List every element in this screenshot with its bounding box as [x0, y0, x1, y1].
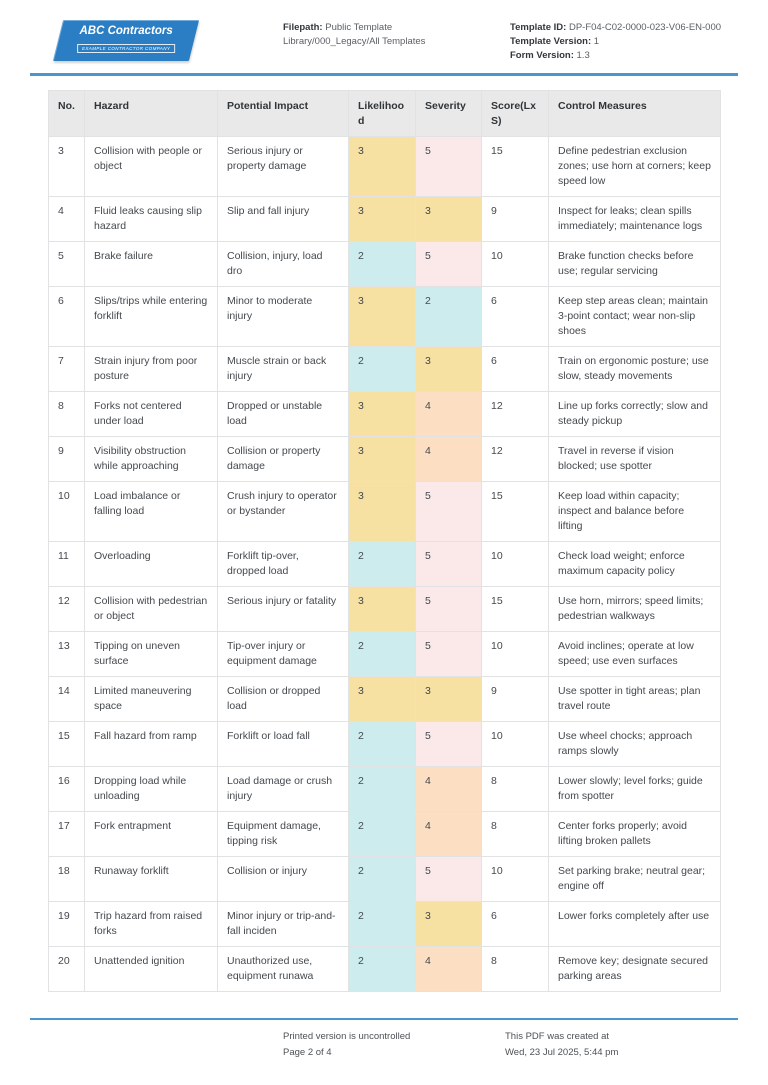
template-version-line: [510, 35, 738, 49]
cell-severity: 5: [416, 242, 482, 287]
cell-control-measures: Keep load within capacity; inspect and balance before lifting: [549, 482, 721, 542]
cell-potential-impact: Collision or injury: [218, 857, 349, 902]
col-control-measures: Control Measures: [549, 91, 721, 137]
cell-no: 18: [49, 857, 85, 902]
cell-likelihood: 3: [349, 392, 416, 437]
col-no: No.: [49, 91, 85, 137]
form-version-line: [510, 49, 738, 63]
form-version-value: 1.3: [576, 50, 590, 61]
cell-likelihood: 3: [349, 587, 416, 632]
cell-no: 19: [49, 902, 85, 947]
footer-left-block: [283, 1029, 410, 1061]
cell-likelihood: 2: [349, 347, 416, 392]
cell-no: 11: [49, 542, 85, 587]
table-row: [49, 482, 721, 542]
cell-likelihood: 3: [349, 137, 416, 197]
cell-severity: 5: [416, 137, 482, 197]
template-id-label: Template ID:: [510, 22, 567, 33]
cell-hazard: Dropping load while unloading: [85, 767, 218, 812]
cell-likelihood: 3: [349, 197, 416, 242]
cell-likelihood: 2: [349, 722, 416, 767]
cell-no: 16: [49, 767, 85, 812]
cell-hazard: Unattended ignition: [85, 947, 218, 992]
cell-severity: 3: [416, 347, 482, 392]
col-potential-impact: Potential Impact: [218, 91, 349, 137]
cell-score: 6: [482, 347, 549, 392]
cell-control-measures: Keep step areas clean; maintain 3-point contact; wear non-slip shoes: [549, 287, 721, 347]
header-divider: [30, 73, 738, 76]
cell-potential-impact: Dropped or unstable load: [218, 392, 349, 437]
cell-potential-impact: Serious injury or property damage: [218, 137, 349, 197]
cell-no: 15: [49, 722, 85, 767]
cell-severity: 4: [416, 947, 482, 992]
table-header: [49, 91, 721, 137]
cell-no: 20: [49, 947, 85, 992]
cell-hazard: Runaway forklift: [85, 857, 218, 902]
table-row: [49, 722, 721, 767]
table-row: [49, 812, 721, 857]
cell-hazard: Load imbalance or falling load: [85, 482, 218, 542]
table-row: [49, 542, 721, 587]
logo-tagline: EXAMPLE CONTRACTOR COMPANY: [77, 44, 175, 53]
cell-potential-impact: Load damage or crush injury: [218, 767, 349, 812]
header-row: [49, 91, 721, 137]
cell-control-measures: Define pedestrian exclusion zones; use horn at corners; keep speed low: [549, 137, 721, 197]
form-version-label: Form Version:: [510, 50, 574, 61]
table-row: [49, 767, 721, 812]
cell-no: 3: [49, 137, 85, 197]
cell-potential-impact: Crush injury to operator or bystander: [218, 482, 349, 542]
cell-potential-impact: Collision or property damage: [218, 437, 349, 482]
hazard-register-table: [48, 90, 721, 992]
cell-no: 13: [49, 632, 85, 677]
table-row: [49, 197, 721, 242]
cell-hazard: Collision with people or object: [85, 137, 218, 197]
table-row: [49, 857, 721, 902]
cell-no: 8: [49, 392, 85, 437]
cell-hazard: Fall hazard from ramp: [85, 722, 218, 767]
cell-severity: 4: [416, 812, 482, 857]
cell-likelihood: 3: [349, 482, 416, 542]
cell-score: 15: [482, 482, 549, 542]
cell-hazard: Visibility obstruction while approaching: [85, 437, 218, 482]
footer-divider: [30, 1018, 738, 1020]
cell-control-measures: Line up forks correctly; slow and steady pickup: [549, 392, 721, 437]
cell-likelihood: 2: [349, 242, 416, 287]
cell-no: 9: [49, 437, 85, 482]
cell-severity: 4: [416, 437, 482, 482]
cell-hazard: Overloading: [85, 542, 218, 587]
cell-no: 5: [49, 242, 85, 287]
template-id-value: DP-F04-C02-0000-023-V06-EN-000: [568, 22, 722, 33]
cell-hazard: Fluid leaks causing slip hazard: [85, 197, 218, 242]
cell-score: 10: [482, 722, 549, 767]
cell-severity: 3: [416, 677, 482, 722]
logo-text: ABC Contractors: [79, 25, 173, 37]
cell-control-measures: Remove key; designate secured parking areas: [549, 947, 721, 992]
cell-control-measures: Check load weight; enforce maximum capacity policy: [549, 542, 721, 587]
cell-likelihood: 2: [349, 812, 416, 857]
cell-hazard: Trip hazard from raised forks: [85, 902, 218, 947]
col-score: Score(LxS): [482, 91, 549, 137]
table-row: [49, 137, 721, 197]
template-id-line: [510, 21, 738, 35]
table-row: [49, 242, 721, 287]
cell-likelihood: 2: [349, 767, 416, 812]
cell-severity: 5: [416, 542, 482, 587]
uncontrolled-note: Printed version is uncontrolled: [283, 1031, 411, 1042]
cell-control-measures: Set parking brake; neutral gear; engine off: [549, 857, 721, 902]
col-likelihood: Likelihood: [349, 91, 416, 137]
pdf-created-label: This PDF was created at: [505, 1031, 610, 1042]
cell-severity: 2: [416, 287, 482, 347]
cell-control-measures: Use wheel chocks; approach ramps slowly: [549, 722, 721, 767]
page-header: [0, 0, 768, 73]
cell-potential-impact: Forklift or load fall: [218, 722, 349, 767]
table-row: [49, 587, 721, 632]
table-row: [49, 287, 721, 347]
template-info-block: [510, 21, 738, 63]
cell-score: 6: [482, 287, 549, 347]
cell-severity: 5: [416, 482, 482, 542]
cell-score: 12: [482, 392, 549, 437]
table-row: [49, 392, 721, 437]
cell-score: 8: [482, 767, 549, 812]
cell-potential-impact: Collision or dropped load: [218, 677, 349, 722]
cell-likelihood: 2: [349, 542, 416, 587]
cell-score: 10: [482, 542, 549, 587]
cell-potential-impact: Equipment damage, tipping risk: [218, 812, 349, 857]
table-row: [49, 437, 721, 482]
cell-likelihood: 3: [349, 437, 416, 482]
cell-score: 15: [482, 587, 549, 632]
cell-potential-impact: Slip and fall injury: [218, 197, 349, 242]
cell-potential-impact: Minor to moderate injury: [218, 287, 349, 347]
table-row: [49, 347, 721, 392]
cell-score: 10: [482, 857, 549, 902]
cell-hazard: Collision with pedestrian or object: [85, 587, 218, 632]
hazard-table-container: [48, 90, 720, 992]
cell-hazard: Fork entrapment: [85, 812, 218, 857]
cell-likelihood: 2: [349, 947, 416, 992]
cell-hazard: Forks not centered under load: [85, 392, 218, 437]
cell-potential-impact: Unauthorized use, equipment runawa: [218, 947, 349, 992]
cell-likelihood: 2: [349, 902, 416, 947]
pdf-created-timestamp: Wed, 23 Jul 2025, 5:44 pm: [505, 1047, 619, 1058]
cell-score: 6: [482, 902, 549, 947]
filepath-label: Filepath:: [283, 22, 323, 33]
cell-control-measures: Center forks properly; avoid lifting broken pallets: [549, 812, 721, 857]
cell-likelihood: 2: [349, 857, 416, 902]
cell-likelihood: 3: [349, 287, 416, 347]
cell-potential-impact: Muscle strain or back injury: [218, 347, 349, 392]
cell-likelihood: 3: [349, 677, 416, 722]
cell-no: 10: [49, 482, 85, 542]
cell-score: 9: [482, 677, 549, 722]
cell-severity: 5: [416, 722, 482, 767]
cell-no: 7: [49, 347, 85, 392]
cell-potential-impact: Collision, injury, load dro: [218, 242, 349, 287]
cell-control-measures: Use horn, mirrors; speed limits; pedestrian walkways: [549, 587, 721, 632]
footer-right-block: [505, 1029, 618, 1061]
hazard-table-body: [49, 137, 721, 992]
cell-severity: 4: [416, 767, 482, 812]
cell-hazard: Slips/trips while entering forklift: [85, 287, 218, 347]
cell-hazard: Limited maneuvering space: [85, 677, 218, 722]
cell-score: 10: [482, 242, 549, 287]
table-row: [49, 677, 721, 722]
template-version-label: Template Version:: [510, 36, 592, 47]
cell-no: 4: [49, 197, 85, 242]
cell-likelihood: 2: [349, 632, 416, 677]
template-version-value: 1: [593, 36, 600, 47]
cell-no: 6: [49, 287, 85, 347]
cell-hazard: Brake failure: [85, 242, 218, 287]
cell-hazard: Strain injury from poor posture: [85, 347, 218, 392]
table-row: [49, 947, 721, 992]
filepath-block: [283, 21, 477, 49]
page-indicator: Page 2 of 4: [283, 1047, 332, 1058]
col-hazard: Hazard: [85, 91, 218, 137]
cell-score: 9: [482, 197, 549, 242]
cell-severity: 3: [416, 902, 482, 947]
cell-severity: 5: [416, 857, 482, 902]
company-logo: [53, 20, 199, 61]
cell-potential-impact: Forklift tip-over, dropped load: [218, 542, 349, 587]
cell-score: 15: [482, 137, 549, 197]
cell-control-measures: Brake function checks before use; regular servicing: [549, 242, 721, 287]
cell-potential-impact: Tip-over injury or equipment damage: [218, 632, 349, 677]
cell-control-measures: Train on ergonomic posture; use slow, steady movements: [549, 347, 721, 392]
cell-control-measures: Travel in reverse if vision blocked; use spotter: [549, 437, 721, 482]
cell-score: 10: [482, 632, 549, 677]
cell-control-measures: Use spotter in tight areas; plan travel route: [549, 677, 721, 722]
cell-score: 8: [482, 812, 549, 857]
cell-control-measures: Avoid inclines; operate at low speed; use even surfaces: [549, 632, 721, 677]
cell-no: 12: [49, 587, 85, 632]
table-row: [49, 632, 721, 677]
cell-no: 17: [49, 812, 85, 857]
table-row: [49, 902, 721, 947]
cell-potential-impact: Minor injury or trip-and-fall inciden: [218, 902, 349, 947]
cell-score: 8: [482, 947, 549, 992]
cell-control-measures: Inspect for leaks; clean spills immediately; maintenance logs: [549, 197, 721, 242]
filepath-value: Public Template Library/000_Legacy/All Templates: [283, 22, 426, 47]
col-severity: Severity: [416, 91, 482, 137]
cell-hazard: Tipping on uneven surface: [85, 632, 218, 677]
cell-control-measures: Lower slowly; level forks; guide from spotter: [549, 767, 721, 812]
cell-score: 12: [482, 437, 549, 482]
cell-severity: 4: [416, 392, 482, 437]
cell-severity: 5: [416, 632, 482, 677]
cell-no: 14: [49, 677, 85, 722]
cell-severity: 5: [416, 587, 482, 632]
cell-control-measures: Lower forks completely after use: [549, 902, 721, 947]
cell-potential-impact: Serious injury or fatality: [218, 587, 349, 632]
cell-severity: 3: [416, 197, 482, 242]
